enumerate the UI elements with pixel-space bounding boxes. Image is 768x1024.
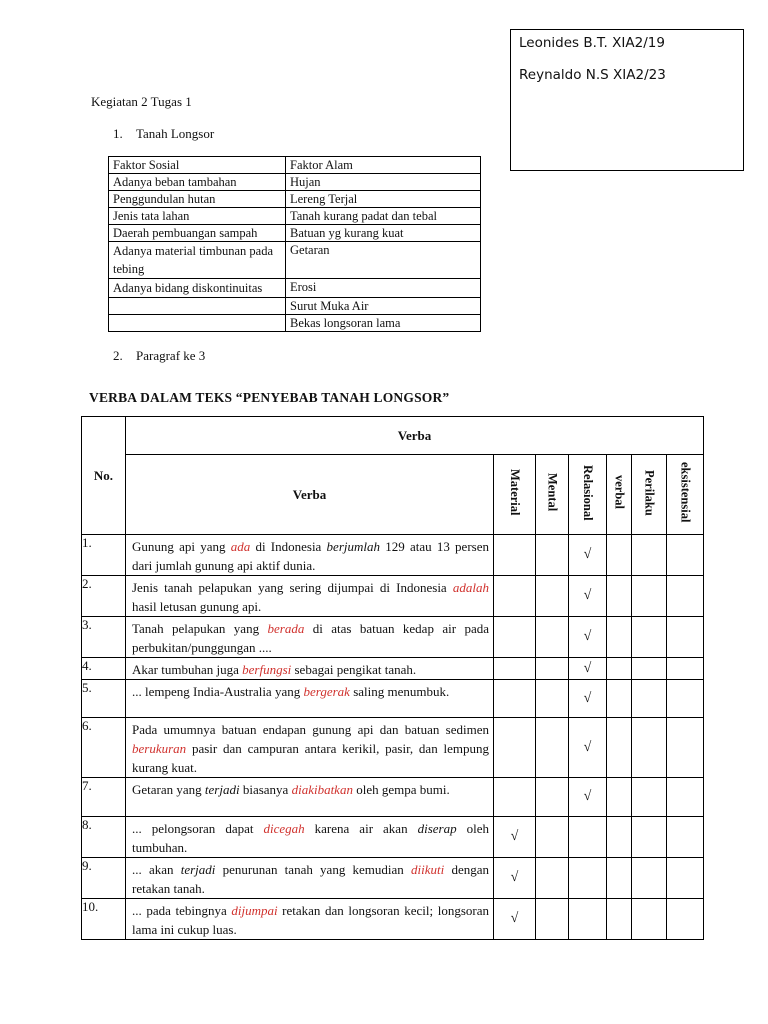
col-header-label: eksistensial (678, 462, 693, 523)
row-sentence (126, 535, 494, 576)
verba-row (82, 535, 704, 576)
check-cell-perilaku (632, 858, 667, 899)
check-cell-relasional: √ (569, 778, 607, 817)
item-1-number: 1. (113, 126, 123, 141)
row-sentence (126, 718, 494, 778)
check-cell-eksistensial (667, 817, 704, 858)
check-cell-relasional: √ (569, 658, 607, 680)
check-cell-verbal (607, 535, 632, 576)
row-number: 8. (82, 817, 126, 858)
verba-row (82, 817, 704, 858)
section-heading: VERBA DALAM TEKS “PENYEBAB TANAH LONGSOR” (89, 390, 450, 405)
check-cell-perilaku (632, 680, 667, 718)
col-header-verba: Verba (126, 455, 494, 535)
check-cell-verbal (607, 617, 632, 658)
col-header-label: verbal (612, 475, 627, 510)
item-1-label: Tanah Longsor (136, 126, 215, 141)
sentence-text (126, 535, 493, 575)
text-segment: 129 atau 13 persen dari jumlah gunung api aktif dunia. (132, 539, 489, 573)
sentence-text (126, 576, 493, 616)
text-segment: Gunung api yang (132, 539, 231, 554)
text-segment: Tanah pelapukan yang (132, 621, 268, 636)
verb-highlight: adalah (452, 580, 489, 595)
verb-highlight: dijumpai (231, 903, 278, 918)
check-cell-material: √ (494, 858, 536, 899)
check-cell-eksistensial (667, 617, 704, 658)
check-cell-perilaku (632, 899, 667, 940)
text-segment: sebagai pengikat tanah. (291, 662, 417, 677)
factors-cell: Penggundulan hutan (109, 191, 286, 208)
row-sentence (126, 680, 494, 718)
check-cell-eksistensial (667, 899, 704, 940)
assignment-title: Kegiatan 2 Tugas 1 (91, 94, 192, 109)
factors-cell: Erosi (286, 279, 481, 298)
check-cell-perilaku (632, 817, 667, 858)
text-segment: Pada umumnya batuan endapan gunung api dan batuan sedimen (132, 722, 489, 737)
row-number: 4. (82, 658, 126, 680)
student-names-box (510, 29, 744, 171)
text-segment: karena air akan (304, 821, 418, 836)
text-segment: biasanya (239, 782, 292, 797)
row-number: 2. (82, 576, 126, 617)
verb-italic: diserap (417, 821, 457, 836)
verba-row (82, 617, 704, 658)
check-cell-material: √ (494, 817, 536, 858)
verb-italic: berjumlah (326, 539, 380, 554)
check-cell-mental (536, 778, 569, 817)
text-segment: hasil letusan gunung api. (132, 599, 262, 614)
factors-cell: Surut Muka Air (286, 298, 481, 315)
verba-row (82, 899, 704, 940)
row-sentence (126, 617, 494, 658)
text-segment: oleh gempa bumi. (352, 782, 450, 797)
col-header-relasional (569, 455, 607, 535)
text-segment: penurunan tanah yang kemudian (215, 862, 412, 877)
row-sentence (126, 899, 494, 940)
check-cell-relasional: √ (569, 718, 607, 778)
text-segment: dengan retakan tanah. (132, 862, 489, 896)
check-cell-mental (536, 658, 569, 680)
factors-row (109, 174, 481, 191)
row-sentence (126, 858, 494, 899)
check-cell-relasional: √ (569, 576, 607, 617)
check-cell-eksistensial (667, 858, 704, 899)
factors-cell: Daerah pembuangan sampah (109, 225, 286, 242)
text-segment: ... pelongsoran dapat (132, 821, 264, 836)
check-cell-verbal (607, 576, 632, 617)
factors-cell: Jenis tata lahan (109, 208, 286, 225)
col-header-eksistensial (667, 455, 704, 535)
verba-row (82, 718, 704, 778)
check-cell-verbal (607, 658, 632, 680)
check-cell-mental (536, 858, 569, 899)
col-header-label: Perilaku (642, 469, 657, 516)
col-header-material (494, 455, 536, 535)
row-sentence (126, 658, 494, 680)
col-header-no: No. (82, 417, 126, 535)
check-cell-verbal (607, 778, 632, 817)
check-cell-verbal (607, 718, 632, 778)
check-cell-mental (536, 817, 569, 858)
item-2-label: Paragraf ke 3 (136, 348, 206, 363)
check-cell-material (494, 658, 536, 680)
factors-cell: Adanya material timbunan pada tebing (109, 242, 286, 279)
item-2-number: 2. (113, 348, 123, 363)
check-cell-mental (536, 718, 569, 778)
factors-cell: Bekas longsoran lama (286, 315, 481, 332)
check-cell-eksistensial (667, 778, 704, 817)
row-number: 1. (82, 535, 126, 576)
row-number: 3. (82, 617, 126, 658)
check-cell-perilaku (632, 617, 667, 658)
row-number: 7. (82, 778, 126, 817)
factors-header-row (109, 157, 481, 174)
verb-highlight: diakibatkan (291, 782, 353, 797)
check-cell-perilaku (632, 576, 667, 617)
factors-table (108, 156, 481, 332)
verb-highlight: dicegah (263, 821, 305, 836)
check-cell-material (494, 576, 536, 617)
check-cell-eksistensial (667, 680, 704, 718)
check-cell-material (494, 718, 536, 778)
check-cell-eksistensial (667, 658, 704, 680)
check-cell-relasional: √ (569, 680, 607, 718)
row-number: 6. (82, 718, 126, 778)
sentence-text (126, 817, 493, 857)
check-cell-relasional (569, 817, 607, 858)
factors-row (109, 208, 481, 225)
check-cell-verbal (607, 858, 632, 899)
check-cell-mental (536, 576, 569, 617)
verb-highlight: diikuti (411, 862, 445, 877)
factors-cell: Tanah kurang padat dan tebal (286, 208, 481, 225)
check-cell-relasional (569, 858, 607, 899)
factors-row (109, 191, 481, 208)
col-header-label: Mental (545, 473, 560, 512)
text-segment: ... akan (132, 862, 181, 877)
row-sentence (126, 778, 494, 817)
check-cell-material: √ (494, 899, 536, 940)
factors-cell (109, 315, 286, 332)
verb-highlight: ada (230, 539, 251, 554)
check-cell-material (494, 778, 536, 817)
check-cell-perilaku (632, 658, 667, 680)
row-sentence (126, 817, 494, 858)
sentence-text (126, 680, 493, 701)
verb-italic: terjadi (180, 862, 216, 877)
check-cell-material (494, 680, 536, 718)
text-segment: ... lempeng India-Australia yang (132, 684, 304, 699)
row-number: 9. (82, 858, 126, 899)
factors-cell (109, 298, 286, 315)
check-cell-material (494, 535, 536, 576)
factors-cell: Lereng Terjal (286, 191, 481, 208)
verb-highlight: berada (267, 621, 305, 636)
check-cell-eksistensial (667, 576, 704, 617)
sentence-text (126, 658, 493, 679)
check-cell-mental (536, 680, 569, 718)
col-header-mental (536, 455, 569, 535)
factors-header-cell: Faktor Sosial (109, 157, 286, 174)
check-cell-mental (536, 535, 569, 576)
check-cell-verbal (607, 680, 632, 718)
factors-row (109, 298, 481, 315)
factors-row (109, 242, 481, 279)
check-cell-mental (536, 617, 569, 658)
text-segment: di Indonesia (250, 539, 327, 554)
verba-row (82, 680, 704, 718)
factors-cell: Getaran (286, 242, 481, 279)
check-cell-relasional: √ (569, 535, 607, 576)
text-segment: saling menumbuk. (349, 684, 450, 699)
text-segment: Jenis tanah pelapukan yang sering dijumpai di Indonesia (132, 580, 453, 595)
sentence-text (126, 858, 493, 898)
verba-row (82, 658, 704, 680)
check-cell-verbal (607, 899, 632, 940)
factors-cell: Adanya beban tambahan (109, 174, 286, 191)
row-sentence (126, 576, 494, 617)
verba-row (82, 778, 704, 817)
check-cell-material (494, 617, 536, 658)
sentence-text (126, 718, 493, 777)
check-cell-eksistensial (667, 535, 704, 576)
factors-cell: Adanya bidang diskontinuitas (109, 279, 286, 298)
check-cell-relasional: √ (569, 617, 607, 658)
sentence-text (126, 778, 493, 799)
factors-row (109, 315, 481, 332)
verb-highlight: berfungsi (242, 662, 292, 677)
row-number: 5. (82, 680, 126, 718)
verb-highlight: berukuran (132, 741, 187, 756)
text-segment: Getaran yang (132, 782, 205, 797)
text-segment: oleh tumbuhan. (132, 821, 489, 855)
check-cell-perilaku (632, 718, 667, 778)
check-cell-perilaku (632, 778, 667, 817)
sentence-text (126, 899, 493, 939)
factors-header-cell: Faktor Alam (286, 157, 481, 174)
text-segment: retakan dan longsoran kecil; longsoran lama ini cukup luas. (132, 903, 489, 937)
student-name-1: Leonides B.T. XIA2/19 (519, 35, 665, 51)
check-cell-mental (536, 899, 569, 940)
factors-row (109, 279, 481, 298)
verb-highlight: bergerak (303, 684, 350, 699)
verba-row (82, 576, 704, 617)
text-segment: di atas batuan kedap air pada perbukitan/punggungan .... (132, 621, 490, 655)
text-segment: ... pada tebingnya (132, 903, 232, 918)
row-number: 10. (82, 899, 126, 940)
factors-cell: Batuan yg kurang kuat (286, 225, 481, 242)
check-cell-relasional (569, 899, 607, 940)
col-header-group: Verba (126, 417, 704, 455)
factors-row (109, 225, 481, 242)
text-segment: pasir dan campuran antara kerikil, pasir, dan lempung kurang kuat. (132, 741, 489, 775)
col-header-verbal (607, 455, 632, 535)
col-header-label: Material (508, 469, 522, 516)
text-segment: Akar tumbuhan juga (132, 662, 243, 677)
factors-cell: Hujan (286, 174, 481, 191)
verb-italic: terjadi (204, 782, 240, 797)
check-cell-verbal (607, 817, 632, 858)
sentence-text (126, 617, 493, 657)
verba-row (82, 858, 704, 899)
check-cell-eksistensial (667, 718, 704, 778)
verba-table (81, 416, 704, 940)
col-header-perilaku (632, 455, 667, 535)
col-header-label: Relasional (581, 464, 595, 521)
student-name-2: Reynaldo N.S XIA2/23 (519, 67, 666, 83)
check-cell-perilaku (632, 535, 667, 576)
